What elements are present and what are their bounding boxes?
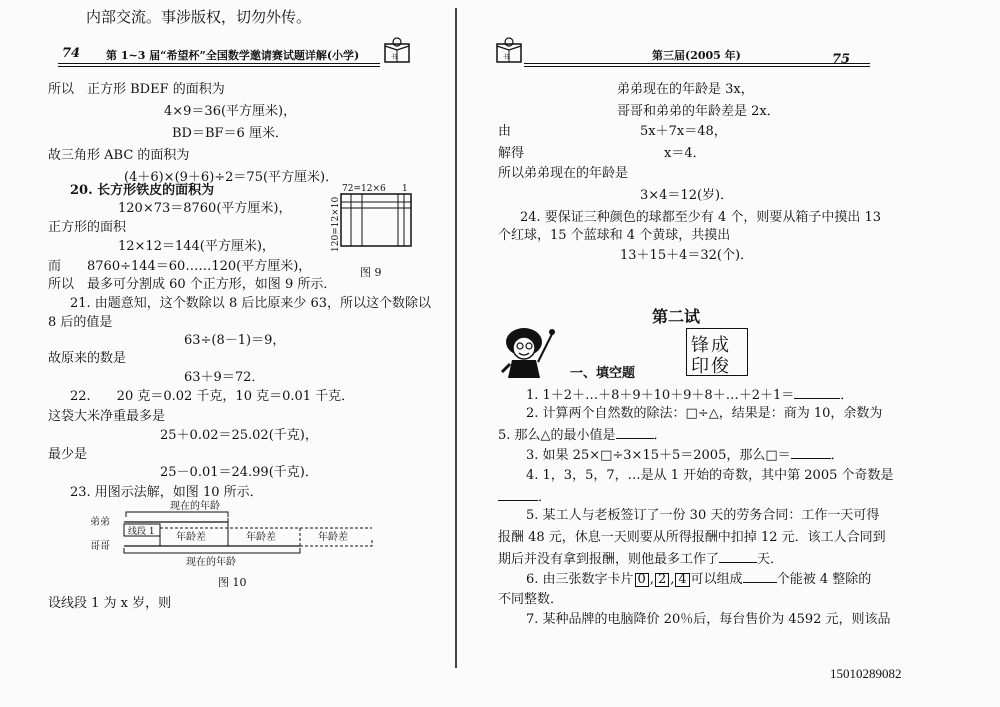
text-line: 63＋9＝72． <box>184 370 265 385</box>
question-2-line2: 5. 那么△的最小值是 ． <box>498 428 667 443</box>
answer-blank <box>616 426 654 439</box>
text-line: x＝4． <box>664 146 706 161</box>
question-3-text: 3. 如果 25×□÷3×15＋5＝2005，那么□＝ <box>526 448 791 463</box>
text-line: 所以 正方形 BDEF 的面积为 <box>48 82 225 97</box>
watermark: 内部交流。事涉版权，切勿外传。 <box>86 8 312 26</box>
figure-10 <box>88 498 388 592</box>
fig10-segment1: 线段 1 <box>128 527 155 537</box>
answer-blank <box>498 488 538 501</box>
answer-blank <box>794 386 840 399</box>
text-line: 最少是 <box>48 447 88 462</box>
book-logo-icon <box>382 36 412 66</box>
question-3: 3. 如果 25×□÷3×15＋5＝2005，那么□＝ ． <box>526 448 844 463</box>
text-line: 弟弟现在的年龄是 3x， <box>617 82 754 97</box>
seal-stamp <box>686 328 748 376</box>
fig10-top-bracket: 现在的年龄 <box>170 501 220 512</box>
digit-card: 4 <box>675 573 689 587</box>
text-line: 8 后的值是 <box>48 315 113 330</box>
page-number-left: 74 <box>62 46 81 61</box>
footer-number: 15010289082 <box>830 666 902 681</box>
text-line: 而 8760÷144＝60……120(平方厘米)， <box>48 259 312 274</box>
answer-blank <box>743 570 777 583</box>
seal-text-bottom: 印俊 <box>691 356 731 377</box>
question-5-line3 <box>498 550 783 568</box>
text-line: 4×9＝36(平方厘米)， <box>164 104 297 119</box>
question-6-line2: 不同整数． <box>498 592 564 607</box>
text-line: 63÷(8－1)＝9， <box>184 333 286 348</box>
text-line: 这袋大米净重最多是 <box>48 409 166 424</box>
running-header-left: 第 1~3 届“希望杯”全国数学邀请赛试题详解(小学) <box>106 49 360 62</box>
fig10-top-brace <box>126 512 228 517</box>
text-line: 故原来的数是 <box>48 351 127 366</box>
fig10-diff3: 年龄差 <box>318 532 348 543</box>
question-7-line1: 7. 某种品牌的电脑降价 20％后，每台售价为 4592 元，则该品 <box>526 612 891 627</box>
figure-9 <box>326 180 422 280</box>
fig9-caption: 图 9 <box>360 266 382 279</box>
section-title: 第二试 <box>652 307 701 326</box>
text-line: 25＋0.02＝25.02(千克)， <box>160 428 318 443</box>
fig9-top-label: 72=12×6 <box>342 184 386 194</box>
text-line: 23. 用图示法解，如图 10 所示． <box>70 485 263 500</box>
text-line: 20. 长方形铁皮的面积为 <box>70 183 215 198</box>
question-6-mid: 可以组成 <box>690 572 743 587</box>
fig10-bottom-bracket: 现在的年龄 <box>186 557 236 568</box>
text-line: BD＝BF＝6 厘米． <box>172 126 288 141</box>
fig10-bottom-brace <box>124 548 300 553</box>
fig9-right-label: 1 <box>402 184 408 194</box>
text-line: 24. 要保证三种颜色的球都至少有 4 个，则要从箱子中摸出 13 <box>520 210 882 225</box>
question-5-line2: 报酬 48 元，休息一天则要从所得报酬中扣掉 12 元．该工人合同到 <box>498 530 886 545</box>
text-line: 个红球，15 个蓝球和 4 个黄球，共摸出 <box>498 228 731 243</box>
mascot-illustration <box>498 322 560 382</box>
subsection-title: 一、填空题 <box>570 366 636 381</box>
fig9-side-label: 120=12×10 <box>331 196 341 252</box>
svg-text:书: 书 <box>391 54 398 61</box>
fig10-diff2: 年龄差 <box>246 532 276 543</box>
seal-text-top: 锋成 <box>691 335 731 356</box>
text-line: 故三角形 ABC 的面积为 <box>48 148 190 163</box>
digit-card: 0 <box>635 573 649 587</box>
text-line: 3×4＝12(岁)． <box>640 188 734 203</box>
fig10-label-younger: 弟弟 <box>90 517 110 528</box>
question-2-text: 5. 那么△的最小值是 <box>498 428 616 443</box>
svg-text:书: 书 <box>503 54 510 61</box>
question-1-text: 1. 1＋2＋…＋8＋9＋10＋9＋8＋…＋2＋1＝ <box>526 388 795 403</box>
question-6-text: 6. 由三张数字卡片 <box>526 572 634 587</box>
text-line: 所以弟弟现在的年龄是 <box>498 166 629 181</box>
question-5-tail: 天． <box>757 552 784 567</box>
book-spine <box>455 8 457 668</box>
fig10-diff1: 年龄差 <box>176 532 206 543</box>
question-4-line1: 4. 1，3，5，7，…是从 1 开始的奇数，其中第 2005 个奇数是 <box>526 468 894 483</box>
answer-blank <box>719 550 757 563</box>
question-5-line1: 5. 某工人与老板签订了一份 30 天的劳务合同：工作一天可得 <box>526 508 880 523</box>
text-line: 12×12＝144(平方厘米)， <box>118 239 275 254</box>
book-logo-icon <box>494 36 524 66</box>
question-5-text: 期后并没有拿到报酬，则他最多工作了 <box>498 552 720 567</box>
question-2-line1: 2. 计算两个自然数的除法：□÷△，结果是：商为 10，余数为 <box>526 406 883 421</box>
text-line: 所以 最多可分割成 60 个正方形，如图 9 所示． <box>48 277 337 292</box>
running-header-right: 第三届(2005 年) <box>652 49 741 62</box>
text-line: 正方形的面积 <box>48 220 127 235</box>
page-number-right: 75 <box>832 52 851 67</box>
text-line: 21. 由题意知，这个数除以 8 后比原来少 63，所以这个数除以 <box>70 296 432 311</box>
header-rule-left <box>58 63 380 67</box>
text-line: 由 <box>498 124 512 139</box>
text-line: 解得 <box>498 146 525 161</box>
fig10-caption: 图 10 <box>218 576 247 589</box>
text-line: 25－0.01＝24.99(千克)． <box>160 465 318 480</box>
question-4-line2: ． <box>498 488 551 506</box>
question-1: 1. 1＋2＋…＋8＋9＋10＋9＋8＋…＋2＋1＝ ． <box>526 388 854 403</box>
question-6-tail: 个能被 4 整除的 <box>776 572 872 587</box>
text-line: 120×73＝8760(平方厘米)， <box>118 201 292 216</box>
header-rule-right <box>524 63 870 67</box>
fig10-label-older: 哥哥 <box>90 541 110 552</box>
answer-blank <box>791 446 831 459</box>
text-line: 设线段 1 为 x 岁，则 <box>48 596 172 611</box>
question-6-line1: 6. 由三张数字卡片 0 , 2 , 4 可以组成 个能被 4 整除的 <box>526 572 872 587</box>
digit-card: 2 <box>655 573 669 587</box>
text-line: (4＋6)×(9＋6)÷2＝75(平方厘米)． <box>124 170 339 185</box>
text-line: 13＋15＋4＝32(个)． <box>620 248 754 263</box>
text-line: 5x＋7x＝48， <box>640 124 727 139</box>
text-line: 22. 20 克＝0.02 千克，10 克＝0.01 千克． <box>70 389 355 404</box>
text-line: 哥哥和弟弟的年龄差是 2x． <box>617 104 780 119</box>
